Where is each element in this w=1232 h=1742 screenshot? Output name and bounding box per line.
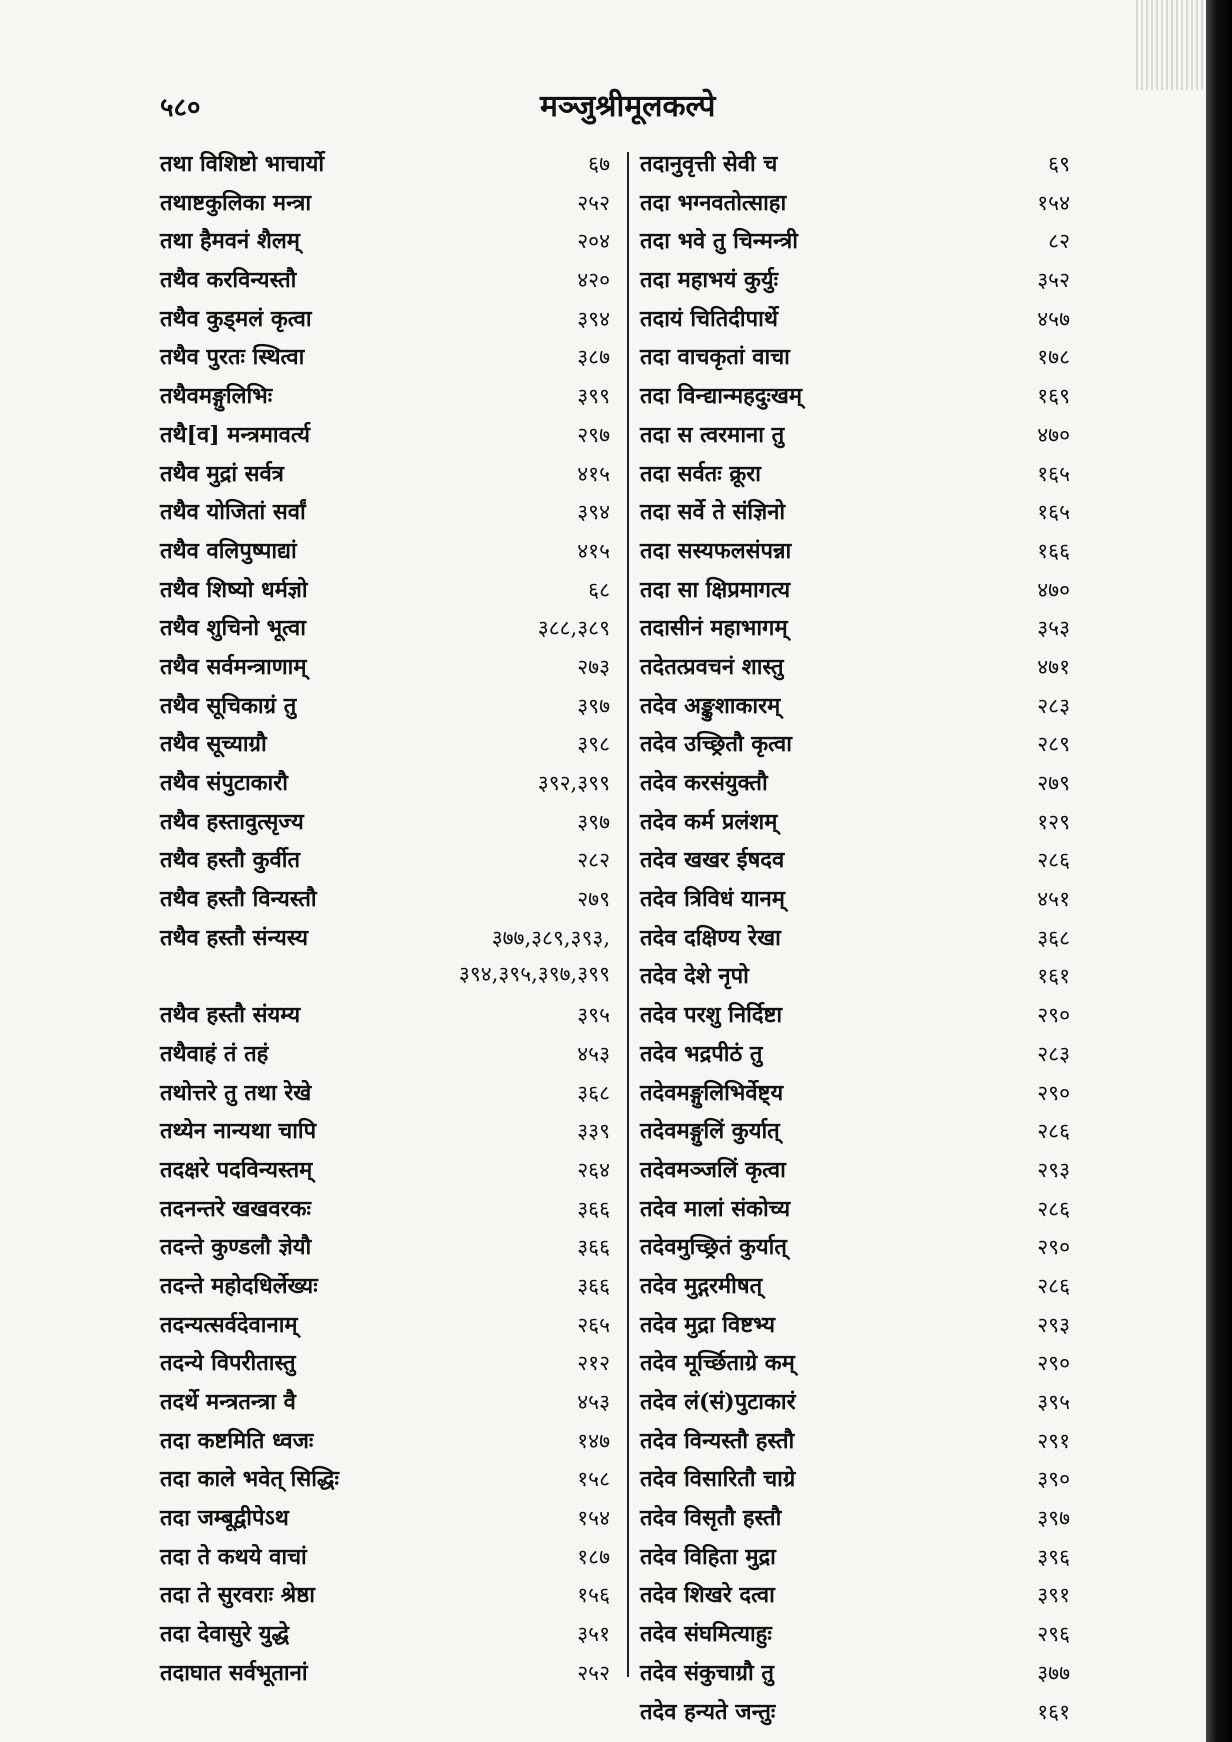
index-term: तदेवमुच्छ्रितं कुर्यात् bbox=[640, 1234, 787, 1261]
index-term: तदासीनं महाभागम् bbox=[640, 615, 788, 642]
index-entry bbox=[160, 148, 610, 187]
index-entry bbox=[640, 883, 1070, 922]
page-reference: ४५३ bbox=[577, 1041, 610, 1066]
index-entry bbox=[640, 651, 1070, 690]
index-entry bbox=[640, 1038, 1070, 1077]
index-entry bbox=[160, 1579, 610, 1618]
index-entry bbox=[640, 844, 1070, 883]
index-entry bbox=[640, 1579, 1070, 1618]
index-entry bbox=[160, 1309, 610, 1348]
page-reference: २६५ bbox=[577, 1312, 610, 1337]
index-entry bbox=[640, 1657, 1070, 1696]
index-entry bbox=[640, 225, 1070, 264]
page-reference: ३६६ bbox=[577, 1235, 610, 1260]
index-entry bbox=[160, 1115, 610, 1154]
index-term: तदेव विसृतौ हस्तौ bbox=[640, 1505, 782, 1532]
page-reference: २८३ bbox=[1037, 693, 1070, 718]
page-reference: ३९५ bbox=[577, 1003, 610, 1028]
index-entry bbox=[640, 264, 1070, 303]
index-term: तदा ते सुरवराः श्रेष्ठा bbox=[160, 1582, 315, 1609]
page-reference: ४५१ bbox=[1037, 887, 1070, 912]
index-term: तदनन्तरे खखवरकः bbox=[160, 1195, 311, 1222]
page-number: ५८० bbox=[160, 93, 201, 123]
index-term: तदेव संघमित्याहुः bbox=[640, 1621, 772, 1648]
page-reference: २०४ bbox=[577, 229, 610, 254]
page-reference: १२९ bbox=[1037, 809, 1070, 834]
page-reference: २७९ bbox=[577, 887, 610, 912]
index-entry bbox=[640, 1347, 1070, 1386]
index-entry bbox=[640, 341, 1070, 380]
right-index-column bbox=[640, 148, 1070, 1734]
page-reference: २६४ bbox=[577, 1157, 610, 1182]
index-entry bbox=[160, 1038, 610, 1077]
page-reference: ३९६ bbox=[1037, 1544, 1070, 1569]
index-entry bbox=[640, 187, 1070, 226]
page-reference: ३९० bbox=[1037, 1467, 1070, 1492]
index-term: तदानुवृत्ती सेवी च bbox=[640, 151, 778, 177]
index-term: तदा सस्यफलसंपन्ना bbox=[640, 537, 792, 564]
index-entry bbox=[160, 1541, 610, 1580]
index-term: तदा भवे तु चिन्मन्त्री bbox=[640, 228, 798, 255]
index-entry bbox=[640, 1077, 1070, 1116]
page-reference: ४५३ bbox=[577, 1390, 610, 1414]
index-term: तदन्ते कुण्डलौ ज्ञेयौ bbox=[160, 1234, 312, 1261]
index-entry bbox=[640, 1618, 1070, 1657]
index-term: तदेव दक्षिण्य रेखा bbox=[640, 924, 781, 951]
page-reference: २८९ bbox=[1037, 732, 1070, 757]
index-entry bbox=[160, 1154, 610, 1193]
index-entry bbox=[160, 380, 610, 419]
page-reference: ३९४,३९५,३९७,३९९ bbox=[458, 962, 610, 987]
index-entry bbox=[160, 1270, 610, 1309]
index-term: तदन्ये विपरीतास्तु bbox=[160, 1350, 296, 1377]
page-reference: ३९७ bbox=[577, 809, 610, 834]
index-entry bbox=[640, 1309, 1070, 1348]
page-reference: ४५७ bbox=[1037, 306, 1070, 331]
index-entry bbox=[640, 922, 1070, 961]
page-reference: ३९२,३९९ bbox=[537, 771, 610, 795]
page-reference: १५८ bbox=[577, 1467, 610, 1492]
page-reference: १५४ bbox=[577, 1506, 610, 1531]
index-entry bbox=[160, 1077, 610, 1116]
page-reference: ४१५ bbox=[577, 461, 610, 486]
page-reference: १७८ bbox=[1037, 345, 1070, 370]
page-reference: ३३९ bbox=[577, 1119, 610, 1144]
page-reference: ३७७ bbox=[1037, 1660, 1070, 1685]
index-term: तथाष्टकुलिका मन्त्रा bbox=[160, 189, 312, 216]
page-reference: १६१ bbox=[1037, 964, 1070, 989]
page-reference: २५२ bbox=[577, 1660, 610, 1685]
page-reference: २९० bbox=[1037, 1080, 1070, 1105]
index-entry bbox=[160, 1618, 610, 1657]
index-term: तथैव कुड्मलं कृत्वा bbox=[160, 305, 312, 332]
index-entry bbox=[640, 1541, 1070, 1580]
index-term: तथैव शिष्यो धर्मज्ञो bbox=[160, 576, 308, 603]
page-reference: ३८७ bbox=[577, 345, 610, 370]
index-term: तदन्ते महोदधिर्लेख्यः bbox=[160, 1272, 318, 1299]
page-reference: २८३ bbox=[1037, 1041, 1070, 1066]
index-term: तदक्षरे पदविन्यस्तम् bbox=[160, 1156, 313, 1183]
index-entry bbox=[160, 806, 610, 845]
index-term: तथै[व] मन्त्रमावर्त्य bbox=[160, 421, 310, 448]
index-term: तथैव करविन्यस्तौ bbox=[160, 267, 297, 294]
index-term: तथैव हस्तौ विन्यस्तौ bbox=[160, 886, 317, 913]
index-entry bbox=[640, 1386, 1070, 1425]
page-reference: २१२ bbox=[577, 1351, 610, 1376]
page-reference: ६८ bbox=[588, 577, 610, 602]
page-reference: ३६६ bbox=[577, 1273, 610, 1298]
index-entry bbox=[640, 1231, 1070, 1270]
index-term: तदेव देशे नृपो bbox=[640, 963, 749, 990]
index-term: तदेव कर्म प्रलंशम् bbox=[640, 808, 778, 835]
index-entry bbox=[160, 496, 610, 535]
page-reference: ३६८ bbox=[1037, 925, 1070, 950]
index-term: तथैवमङ्गुलिभिः bbox=[160, 383, 273, 410]
index-entry bbox=[160, 1463, 610, 1502]
page-reference: ३६८ bbox=[577, 1080, 610, 1105]
page-reference: २९० bbox=[1037, 1235, 1070, 1260]
index-term: तदेव परशु निर्दिष्टा bbox=[640, 1002, 783, 1029]
page-reference: २५२ bbox=[577, 190, 610, 215]
index-term: तदा काले भवेत् सिद्धिः bbox=[160, 1466, 339, 1493]
page-reference: ३९५ bbox=[1037, 1390, 1070, 1414]
index-entry bbox=[640, 767, 1070, 806]
index-entry bbox=[160, 690, 610, 729]
page-reference: ३५१ bbox=[577, 1622, 610, 1647]
page-reference: ३५२ bbox=[1037, 268, 1070, 293]
index-term: तदेव उच्छ्रितौ कृत्वा bbox=[640, 731, 792, 758]
index-entry bbox=[160, 960, 610, 999]
index-entry bbox=[640, 1463, 1070, 1502]
page-reference: ३६६ bbox=[577, 1196, 610, 1221]
index-term: तथा हैमवनं शैलम् bbox=[160, 228, 300, 255]
index-term: तदेव विहिता मुद्रा bbox=[640, 1543, 776, 1570]
index-entry bbox=[640, 419, 1070, 458]
page-reference: ३९४ bbox=[577, 306, 610, 331]
index-term: तथैव पुरतः स्थित्वा bbox=[160, 344, 305, 371]
column-divider bbox=[627, 152, 629, 1677]
index-term: तथैव हस्तौ संयम्य bbox=[160, 1002, 301, 1029]
scan-edge bbox=[1206, 0, 1232, 1742]
index-term: तदेव खखर ईषदव bbox=[640, 847, 785, 874]
page-reference: ४७० bbox=[1037, 577, 1070, 602]
index-term: तदा वाचकृतां वाचा bbox=[640, 344, 790, 371]
index-entry bbox=[160, 1386, 610, 1425]
index-entry bbox=[160, 187, 610, 226]
index-entry bbox=[640, 728, 1070, 767]
page-reference: ४७१ bbox=[1037, 654, 1070, 679]
index-entry bbox=[160, 612, 610, 651]
page-reference: ४७० bbox=[1037, 422, 1070, 447]
page-reference: २७९ bbox=[1037, 771, 1070, 795]
index-term: तदेव करसंयुक्तौ bbox=[640, 770, 768, 796]
page-reference: ३९८ bbox=[577, 732, 610, 757]
index-entry bbox=[160, 1502, 610, 1541]
page-reference: २९३ bbox=[1037, 1157, 1070, 1182]
index-term: तदेव अङ्कुशाकारम् bbox=[640, 692, 781, 719]
index-entry bbox=[160, 844, 610, 883]
index-term: तथैव शुचिनो भूत्वा bbox=[160, 615, 306, 642]
index-term: तथ्येन नान्यथा चापि bbox=[160, 1118, 317, 1145]
index-entry bbox=[640, 1502, 1070, 1541]
page-reference: ३५३ bbox=[1037, 616, 1070, 641]
page-reference: २९१ bbox=[1037, 1428, 1070, 1453]
index-term: तदेव संकुचाग्रौ तु bbox=[640, 1659, 774, 1686]
scan-noise bbox=[1136, 0, 1206, 90]
index-term: तथैव योजितां सर्वां bbox=[160, 499, 306, 526]
page-reference: १५६ bbox=[577, 1583, 610, 1608]
page-reference: ३९७ bbox=[1037, 1506, 1070, 1531]
index-entry bbox=[160, 1193, 610, 1232]
index-entry bbox=[160, 574, 610, 613]
index-entry bbox=[160, 999, 610, 1038]
index-entry bbox=[640, 380, 1070, 419]
index-term: तदेव मूर्च्छिताग्रे कम् bbox=[640, 1350, 795, 1377]
index-term: तदा महाभयं कुर्युः bbox=[640, 267, 779, 294]
index-term: तथैव हस्तौ संन्यस्य bbox=[160, 924, 309, 951]
index-entry bbox=[160, 1231, 610, 1270]
page-reference: २९० bbox=[1037, 1351, 1070, 1376]
page-reference: ८२ bbox=[1048, 229, 1070, 254]
index-term: तदर्थे मन्त्रतन्त्रा वै bbox=[160, 1389, 296, 1415]
page-reference: १५४ bbox=[1037, 190, 1070, 215]
index-term: तदेव भद्रपीठं तु bbox=[640, 1040, 763, 1067]
index-term: तदेतत्प्रवचनं शास्तु bbox=[640, 653, 784, 680]
page-reference: ४२० bbox=[577, 268, 610, 293]
page-reference: १८७ bbox=[577, 1544, 610, 1569]
index-term: तदायं चितिदीपार्थे bbox=[640, 305, 778, 332]
page-reference: १६५ bbox=[1037, 500, 1070, 525]
index-entry bbox=[640, 148, 1070, 187]
index-term: तदा ते कथये वाचां bbox=[160, 1543, 307, 1570]
page-reference: २८२ bbox=[577, 848, 610, 873]
index-term: तथैव सूच्याग्रौ bbox=[160, 731, 267, 758]
index-entry bbox=[160, 1657, 610, 1696]
index-entry bbox=[160, 225, 610, 264]
index-entry bbox=[640, 612, 1070, 651]
index-term: तदा सा क्षिप्रमागत्य bbox=[640, 576, 791, 603]
page-reference: २७३ bbox=[577, 654, 610, 679]
index-term: तदेव मालां संकोच्य bbox=[640, 1195, 791, 1222]
index-term: तदा देवासुरे युद्धे bbox=[160, 1621, 290, 1648]
index-term: तथैव मुद्रां सर्वत्र bbox=[160, 460, 284, 487]
index-entry bbox=[640, 458, 1070, 497]
index-term: तदेव शिखरे दत्वा bbox=[640, 1582, 775, 1609]
index-term: तदेव विसारितौ चाग्रे bbox=[640, 1466, 796, 1493]
index-entry bbox=[160, 341, 610, 380]
index-term: तथैव हस्तौ कुर्वीत bbox=[160, 847, 300, 874]
page-reference: २८६ bbox=[1037, 1119, 1070, 1144]
index-term: तदेव मुद्रा विष्टभ्य bbox=[640, 1311, 775, 1338]
page-reference: ४१५ bbox=[577, 538, 610, 563]
index-term: तथैव संपुटाकारौ bbox=[160, 770, 288, 796]
index-term: तदेव मुद्गरमीषत् bbox=[640, 1272, 763, 1299]
index-term: तथैवाहं तं तहं bbox=[160, 1040, 269, 1067]
page-reference: ३९७ bbox=[577, 693, 610, 718]
page-reference: ३९१ bbox=[1037, 1583, 1070, 1608]
index-term: तथैव सर्वमन्त्राणाम् bbox=[160, 653, 307, 680]
index-entry bbox=[640, 1115, 1070, 1154]
index-entry bbox=[640, 1193, 1070, 1232]
index-entry bbox=[640, 574, 1070, 613]
index-term: तदा सर्वतः क्रूरा bbox=[640, 460, 761, 487]
index-term: तदा कष्टमिति ध्वजः bbox=[160, 1427, 314, 1454]
page-reference: १६६ bbox=[1037, 538, 1070, 563]
index-entry bbox=[160, 728, 610, 767]
index-entry bbox=[160, 767, 610, 806]
index-entry bbox=[160, 922, 610, 961]
page-reference: २८६ bbox=[1037, 848, 1070, 873]
index-entry bbox=[640, 1425, 1070, 1464]
index-term: तदा जम्बूद्वीपेऽथ bbox=[160, 1505, 289, 1532]
page-reference: २९० bbox=[1037, 1003, 1070, 1028]
index-term: तथैव हस्तावुत्सृज्य bbox=[160, 808, 304, 835]
index-entry bbox=[160, 651, 610, 690]
index-entry bbox=[640, 999, 1070, 1038]
index-entry bbox=[160, 1425, 610, 1464]
index-entry bbox=[160, 419, 610, 458]
page-reference: १४७ bbox=[577, 1428, 610, 1453]
index-entry bbox=[160, 264, 610, 303]
index-entry bbox=[640, 1696, 1070, 1735]
page-reference: ३७७,३८९,३९३, bbox=[491, 925, 610, 950]
index-entry bbox=[640, 496, 1070, 535]
index-term: तदेव विन्यस्तौ हस्तौ bbox=[640, 1427, 795, 1454]
index-entry bbox=[160, 535, 610, 574]
index-entry bbox=[640, 535, 1070, 574]
index-entry bbox=[640, 303, 1070, 342]
index-term: तदाघात सर्वभूतानां bbox=[160, 1659, 308, 1686]
index-term: तदा स त्वरमाना तु bbox=[640, 421, 785, 448]
index-entry bbox=[640, 690, 1070, 729]
index-entry bbox=[160, 458, 610, 497]
index-term: तथैव वलिपुष्पाद्यां bbox=[160, 537, 297, 564]
index-term: तदेवमङ्गुलिभिर्वेष्ट्य bbox=[640, 1079, 784, 1106]
page-reference: १६५ bbox=[1037, 461, 1070, 486]
index-term: तदा सर्वे ते संज्ञिनो bbox=[640, 499, 786, 526]
index-entry bbox=[160, 1347, 610, 1386]
index-entry bbox=[640, 1154, 1070, 1193]
index-entry bbox=[640, 1270, 1070, 1309]
page-reference: ६७ bbox=[588, 152, 610, 176]
index-term: तथैव सूचिकाग्रं तु bbox=[160, 692, 297, 719]
page-reference: ६९ bbox=[1048, 152, 1070, 176]
index-entry bbox=[640, 806, 1070, 845]
index-term: तथोत्तरे तु तथा रेखे bbox=[160, 1079, 312, 1106]
page-reference: २९६ bbox=[1037, 1622, 1070, 1647]
page-reference: ३९९ bbox=[577, 384, 610, 409]
page-reference: २८६ bbox=[1037, 1273, 1070, 1298]
index-term: तदेव हन्यते जन्तुः bbox=[640, 1698, 776, 1725]
left-index-column bbox=[160, 148, 610, 1696]
page-reference: १६१ bbox=[1037, 1699, 1070, 1724]
page-reference: २९३ bbox=[1037, 1312, 1070, 1337]
index-entry bbox=[160, 883, 610, 922]
index-term: तदा विन्द्यान्महदुःखम् bbox=[640, 383, 803, 410]
index-entry bbox=[160, 303, 610, 342]
page-reference: २९७ bbox=[577, 422, 610, 447]
index-term: तदन्यत्सर्वदेवानाम् bbox=[160, 1311, 298, 1338]
index-term: तदा भग्नवतोत्साहा bbox=[640, 189, 787, 216]
page-reference: ३८८,३८९ bbox=[537, 616, 610, 641]
index-term: तदेवमञ्जलिं कृत्वा bbox=[640, 1156, 786, 1183]
running-head-title: मञ्जुश्रीमूलकल्पे bbox=[540, 89, 716, 124]
index-term: तथा विशिष्टो भाचार्यो bbox=[160, 151, 325, 177]
page-reference: ३९४ bbox=[577, 500, 610, 525]
index-term: तदेव त्रिविधं यानम् bbox=[640, 886, 785, 913]
index-term: तदेवमङ्गुलिं कुर्यात् bbox=[640, 1118, 780, 1145]
page-reference: २८६ bbox=[1037, 1196, 1070, 1221]
index-term: तदेव लं(सं)पुटाकारं bbox=[640, 1389, 796, 1415]
page-reference: १६९ bbox=[1037, 384, 1070, 409]
index-entry bbox=[640, 960, 1070, 999]
